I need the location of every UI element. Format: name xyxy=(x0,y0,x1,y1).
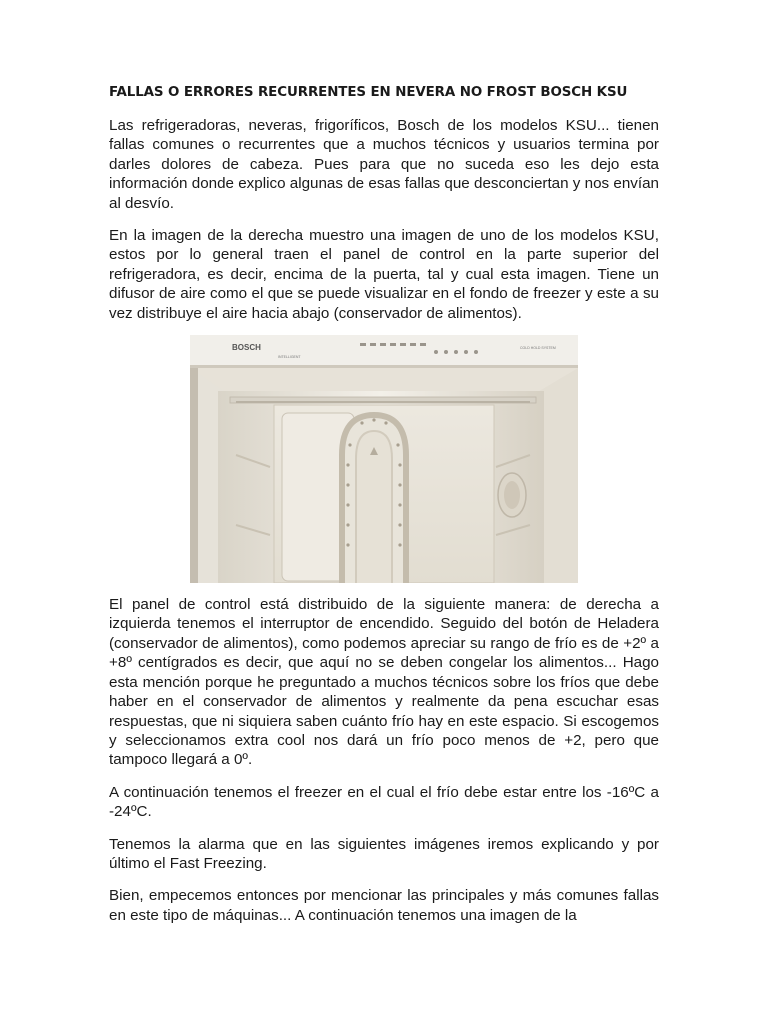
brand-label: BOSCH xyxy=(232,343,261,353)
fridge-illustration xyxy=(190,335,578,583)
document-page xyxy=(109,84,659,938)
paragraph-5: Tenemos la alarma que en las siguientes imágenes iremos explicando y por último el Fast Freezing. xyxy=(109,835,659,872)
document-title: FALLAS O ERRORES RECURRENTES EN NEVERA NO FROST BOSCH KSU xyxy=(109,85,628,100)
paragraph-6: Bien, empecemos entonces por mencionar las principales y más comunes fallas en este tipo de máquinas... A continuación tenemos una imagen de la xyxy=(109,887,659,924)
paragraph-1: Las refrigeradoras, neveras, frigoríficos, Bosch de los modelos KSU... tienen fallas comunes o recurrentes que a muchos técnicos y usuarios termina por darles dolores de cabeza. Pues para que no suceda eso les dejo esta información donde explico algunas de esas fallas que desconciertan y nos envían al desvío. xyxy=(109,117,659,212)
paragraph-2: En la imagen de la derecha muestro una imagen de uno de los modelos KSU, estos por lo general traen el panel de control en la parte superior del refrigeradora, es decir, encima de la puerta, tal y cual esta imagen. Tiene un difusor de aire como el que se puede visualizar en el fondo de freezer y este a su vez distribuye el aire hacia abajo (conservador de alimentos). xyxy=(109,227,659,322)
right-label: COLD HOLD SYSTEM xyxy=(520,346,556,351)
panel-label: INTELLIGENT xyxy=(278,355,301,360)
paragraph-4: A continuación tenemos el freezer en el cual el frío debe estar entre los -16ºC a -24ºC. xyxy=(109,783,659,821)
paragraph-3: El panel de control está distribuido de la siguiente manera: de derecha a izquierda tenemos el interruptor de encendido. Seguido del botón de Heladera (conservador de alimentos), como podemos apreciar su rango de frío es de +2º a +8º centígrados es decir, que aquí no se deben congelar los alimentos... Hago esta mención porque he preguntado a muchos técnicos sobre los fríos que debe haber en el conservador de alimentos y realmente da pena escuchar esas respuestas, que ni siquiera saben cuánto frío hay en este espacio. Si escogemos y seleccionamos extra cool nos dará un frío poco menos de +2, pero que tampoco llegará a 0º. xyxy=(109,596,659,769)
fridge-photo xyxy=(190,335,578,583)
